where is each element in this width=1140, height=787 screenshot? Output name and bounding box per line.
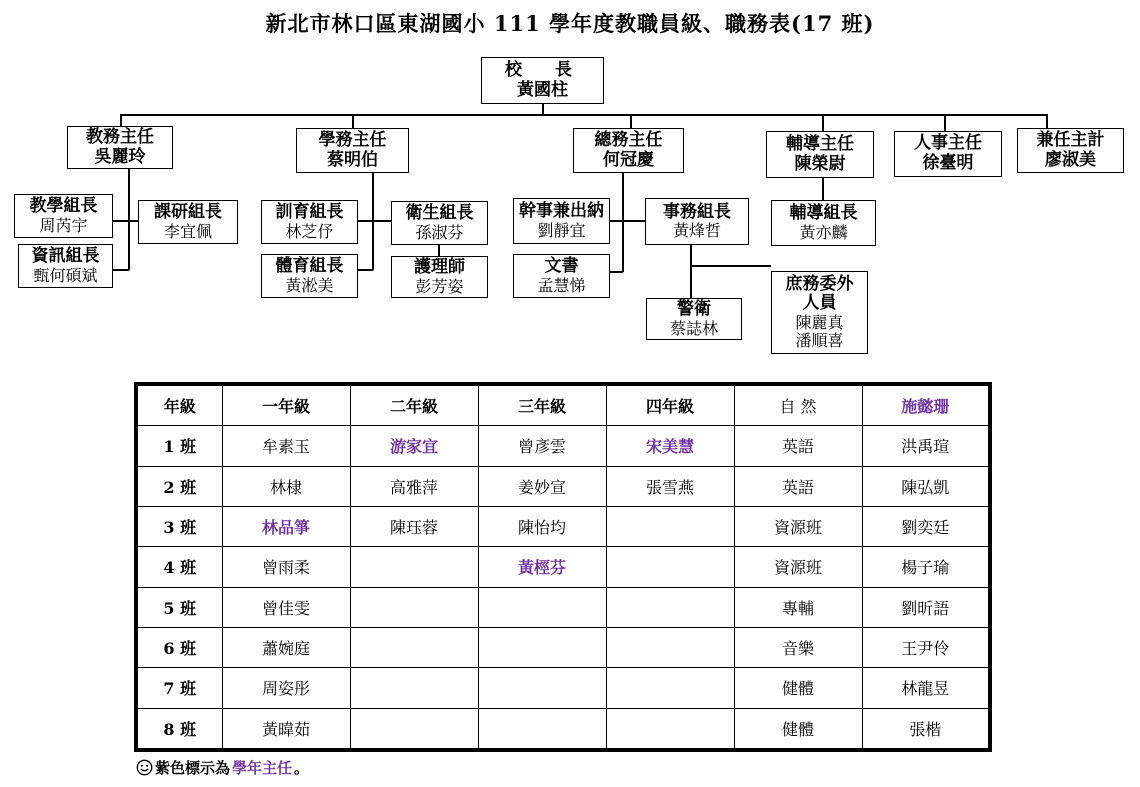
connector [120, 114, 122, 126]
teacher-cell: 洪禹瑄 [862, 426, 990, 466]
teacher-cell: 牟素玉 [222, 426, 350, 466]
teacher-cell: 健體 [734, 668, 862, 708]
grade-table-body [136, 384, 990, 750]
accounting-box: 兼任主計 廖淑美 [1017, 128, 1124, 173]
class-label-cell: 4 班 [136, 547, 222, 587]
teacher-cell: 曾雨柔 [222, 547, 350, 587]
teacher-cell: 高雅萍 [350, 466, 478, 506]
connector [112, 269, 129, 271]
general-director-box: 總務主任 何冠慶 [573, 128, 684, 173]
page-title: 新北市林口區東湖國小 111 學年度教職員級、職務表(17 班) [265, 11, 875, 36]
teacher-cell [350, 668, 478, 708]
header-cell: 三年級 [478, 384, 606, 426]
guard-box: 警衛 蔡誌林 [646, 298, 742, 340]
teacher-cell [478, 627, 606, 667]
header-cell: 施懿珊 [862, 384, 990, 426]
teacher-cell: 陳珏蓉 [350, 506, 478, 546]
teacher-cell: 曾佳雯 [222, 587, 350, 627]
header-cell: 自 然 [734, 384, 862, 426]
connector [1046, 114, 1048, 128]
connector [120, 114, 1047, 116]
table-row [136, 668, 990, 708]
class-label-cell: 8 班 [136, 708, 222, 750]
teaching-lead-box: 教學組長 周芮宇 [14, 194, 113, 238]
teacher-cell: 音樂 [734, 627, 862, 667]
info-lead-box: 資訊組長 甄何碩斌 [18, 244, 113, 288]
teacher-cell [350, 627, 478, 667]
class-label-cell: 7 班 [136, 668, 222, 708]
teacher-cell: 蕭婉庭 [222, 627, 350, 667]
grade-table [134, 382, 992, 752]
header-cell: 四年級 [606, 384, 734, 426]
smiley-icon [136, 759, 153, 776]
connector [112, 220, 138, 222]
teacher-cell [478, 708, 606, 750]
legend-note [136, 757, 309, 778]
table-row [136, 587, 990, 627]
teacher-cell: 楊子瑜 [862, 547, 990, 587]
teacher-cell: 黃桱芬 [478, 547, 606, 587]
table-row [136, 506, 990, 546]
teacher-cell: 陳怡均 [478, 506, 606, 546]
note-prefix: 紫色標示為 [155, 759, 231, 777]
teacher-cell [606, 547, 734, 587]
pe-lead-box: 體育組長 黃淞美 [261, 254, 358, 298]
outsource-staff-box: 庶務委外 人員 陳麗真 潘順喜 [771, 271, 868, 354]
teacher-cell: 劉昕語 [862, 587, 990, 627]
class-label-cell: 3 班 [136, 506, 222, 546]
teacher-cell [478, 587, 606, 627]
table-header-row [136, 384, 990, 426]
table-row [136, 627, 990, 667]
connector [944, 114, 946, 132]
table-row [136, 708, 990, 750]
class-label-cell: 5 班 [136, 587, 222, 627]
class-label-cell: 6 班 [136, 627, 222, 667]
connector [358, 269, 373, 271]
teacher-cell: 張楷 [862, 708, 990, 750]
note-emphasis: 學年主任 [232, 759, 293, 777]
teacher-cell [350, 587, 478, 627]
health-lead-box: 衛生組長 孫淑芬 [391, 201, 488, 245]
counsel-lead-box: 輔導組長 黃亦麟 [771, 200, 876, 246]
principal-box: 校 長 黃國柱 [481, 57, 604, 104]
connector [610, 271, 623, 273]
teacher-cell: 林品箏 [222, 506, 350, 546]
teacher-cell [350, 708, 478, 750]
teacher-cell: 資源班 [734, 506, 862, 546]
teacher-cell: 林棣 [222, 466, 350, 506]
table-row [136, 547, 990, 587]
teacher-cell: 張雪燕 [606, 466, 734, 506]
nurse-box: 護理師 彭芳姿 [391, 256, 488, 298]
teacher-cell: 英語 [734, 466, 862, 506]
header-cell: 二年級 [350, 384, 478, 426]
teacher-cell [606, 587, 734, 627]
teacher-cell [606, 668, 734, 708]
teacher-cell: 資源班 [734, 547, 862, 587]
teacher-cell [350, 547, 478, 587]
teacher-cell [606, 627, 734, 667]
note-suffix: 。 [294, 759, 310, 777]
header-cell: 一年級 [222, 384, 350, 426]
teacher-cell: 周姿彤 [222, 668, 350, 708]
teacher-cell: 游家宜 [350, 426, 478, 466]
cashier-box: 幹事兼出納 劉靜宜 [513, 198, 610, 244]
table-row [136, 466, 990, 506]
teacher-cell [606, 708, 734, 750]
connector [630, 114, 632, 128]
header-cell: 年級 [136, 384, 222, 426]
connector [622, 172, 624, 272]
teacher-cell: 專輔 [734, 587, 862, 627]
teacher-cell: 曾彥雲 [478, 426, 606, 466]
connector [352, 114, 354, 128]
teacher-cell: 宋美慧 [606, 426, 734, 466]
connector [822, 114, 824, 132]
discipline-lead-box: 訓育組長 林芝伃 [261, 200, 358, 244]
teacher-cell: 劉奕廷 [862, 506, 990, 546]
teacher-cell: 英語 [734, 426, 862, 466]
teacher-cell: 健體 [734, 708, 862, 750]
affairs-lead-box: 事務組長 黃烽哲 [645, 198, 749, 245]
connector [690, 245, 692, 300]
connector [610, 220, 645, 222]
class-label-cell: 2 班 [136, 466, 222, 506]
teacher-cell: 林龍昱 [862, 668, 990, 708]
connector [822, 178, 824, 200]
connector [690, 265, 771, 267]
research-lead-box: 課研組長 李宜佩 [138, 200, 238, 244]
teacher-cell: 王尹伶 [862, 627, 990, 667]
connector [128, 168, 130, 270]
teacher-cell: 黃暐茹 [222, 708, 350, 750]
connector [358, 220, 392, 222]
clerk-box: 文書 孟慧悌 [513, 254, 610, 298]
teacher-cell: 陳弘凱 [862, 466, 990, 506]
table-row [136, 426, 990, 466]
academic-director-box: 教務主任 吳麗玲 [67, 126, 173, 169]
teacher-cell [478, 668, 606, 708]
teacher-cell [606, 506, 734, 546]
counsel-director-box: 輔導主任 陳榮尉 [766, 131, 874, 178]
teacher-cell: 姜妙宣 [478, 466, 606, 506]
student-director-box: 學務主任 蔡明伯 [296, 128, 409, 173]
personnel-director-box: 人事主任 徐臺明 [894, 131, 1002, 177]
class-label-cell: 1 班 [136, 426, 222, 466]
